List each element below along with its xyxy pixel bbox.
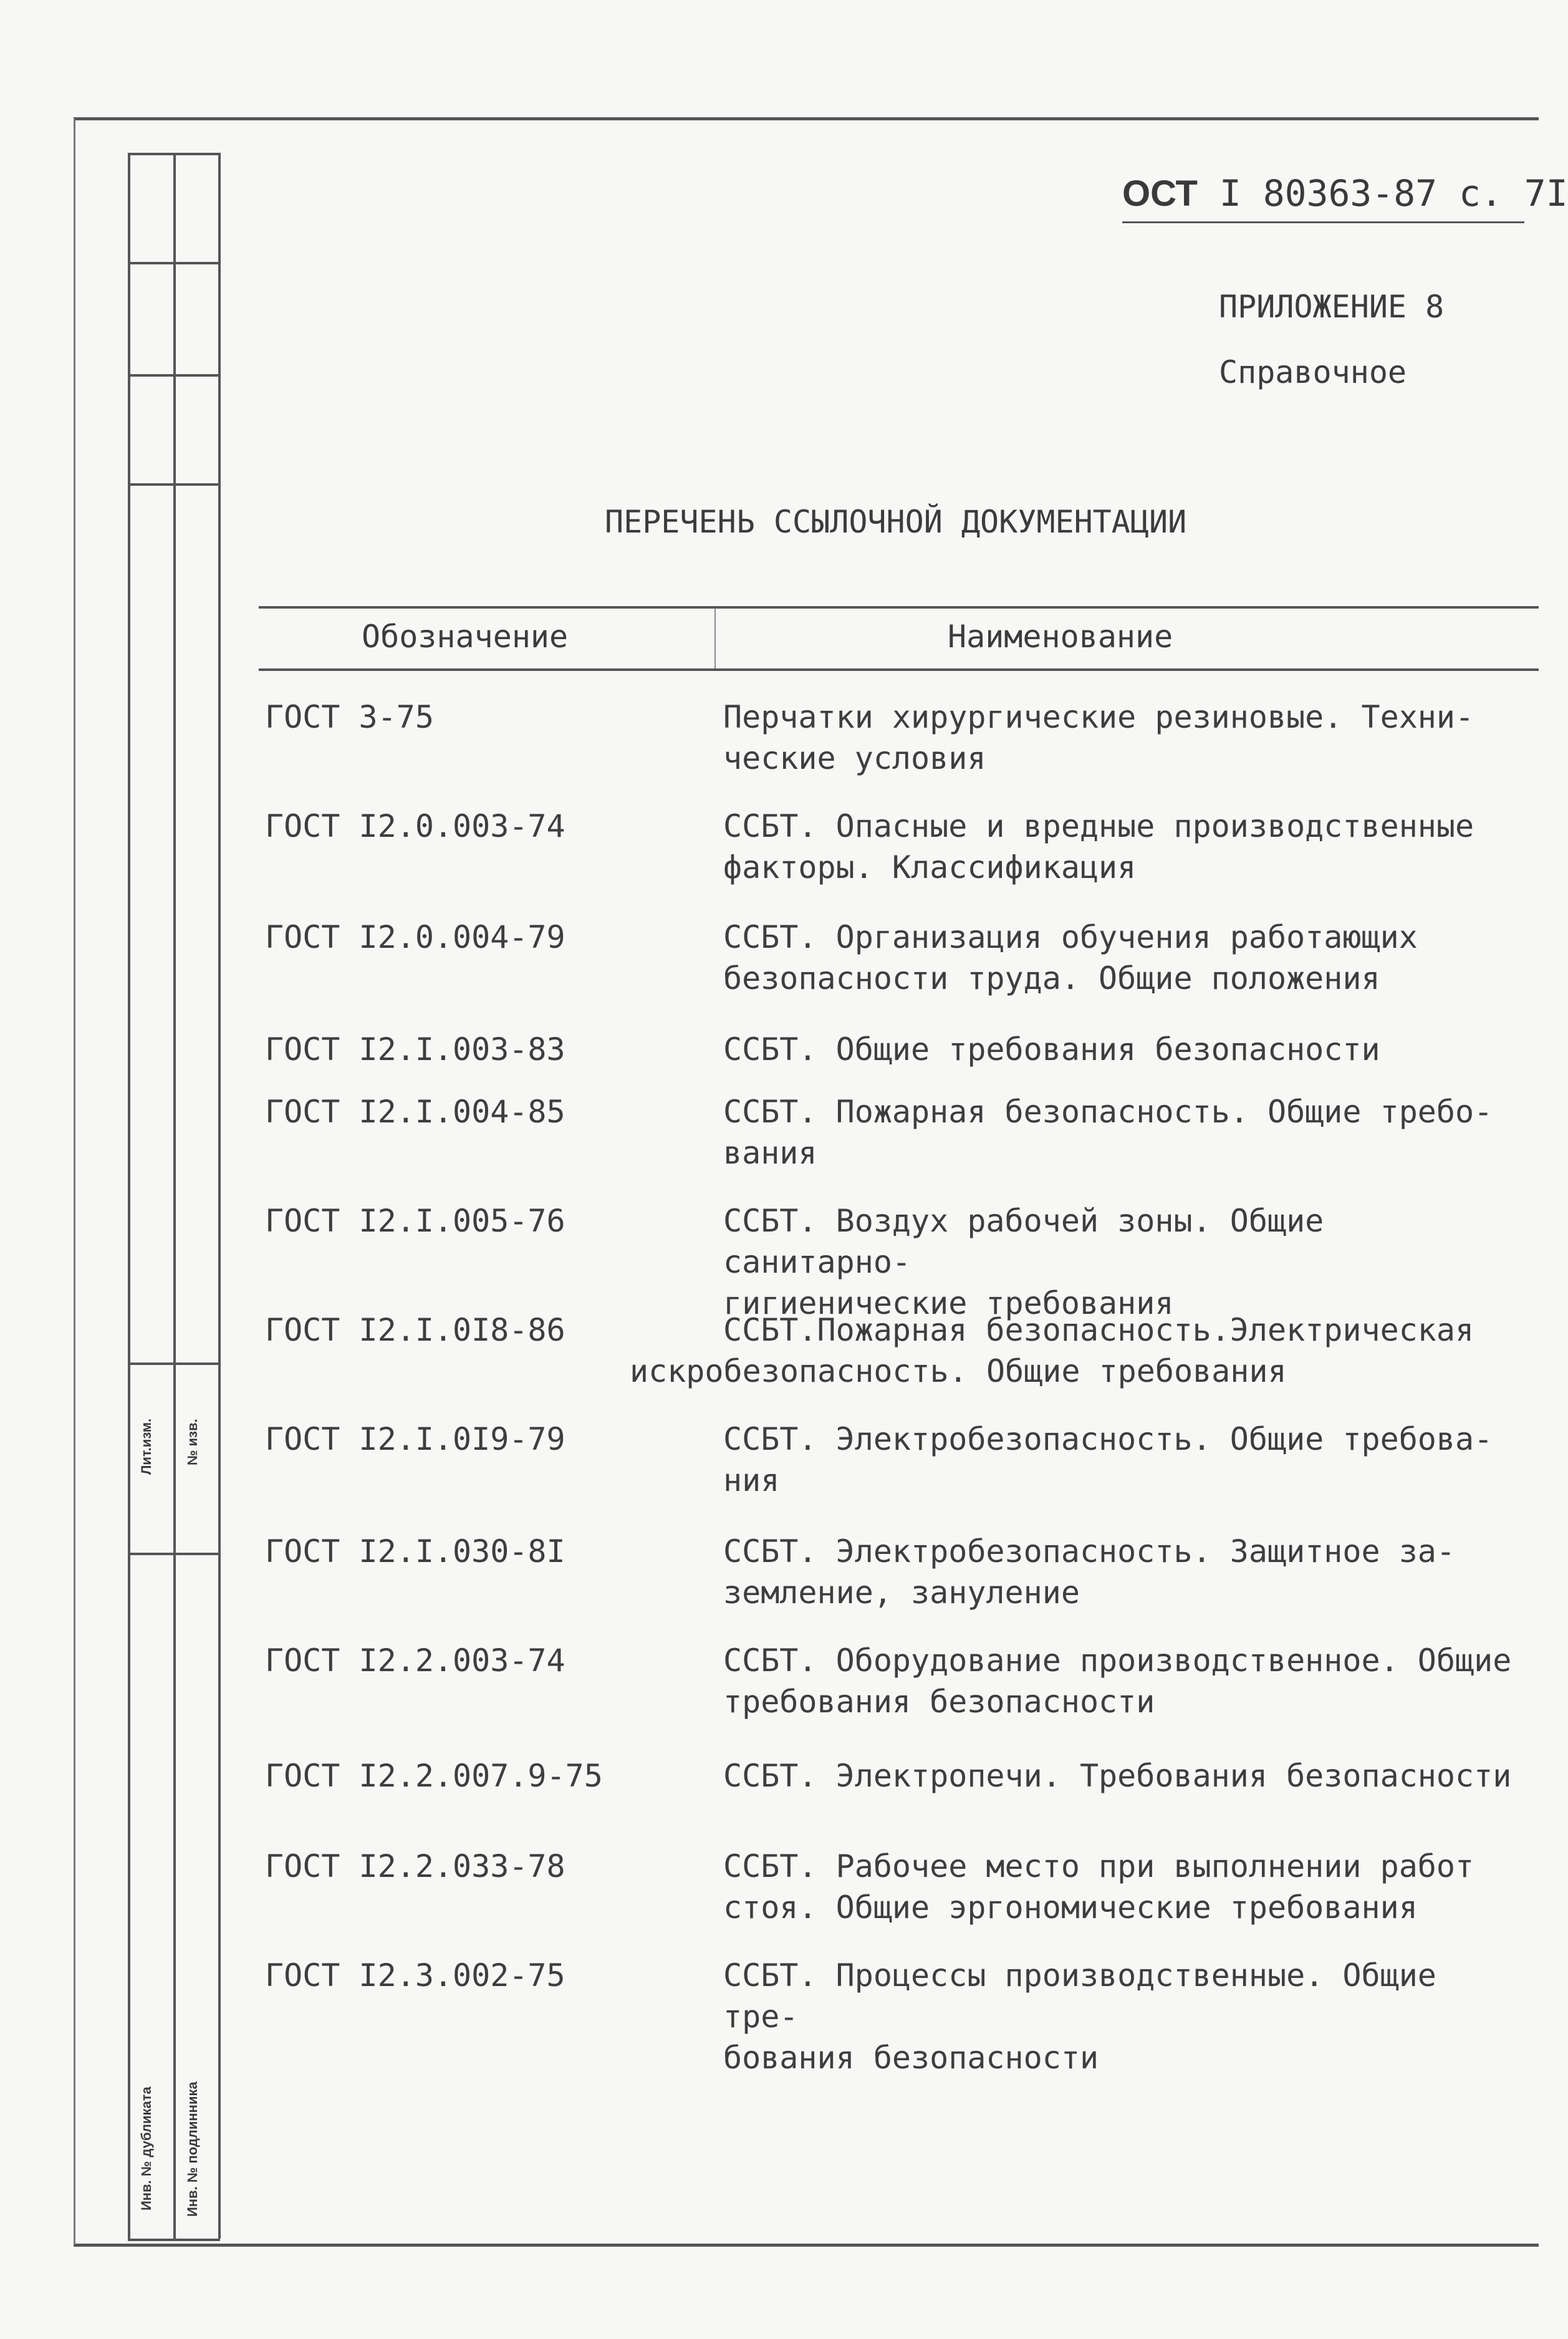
top-border-line [74, 117, 1539, 120]
stamp-column-line-1 [128, 153, 130, 2239]
row-6-name [723, 1200, 1527, 1324]
row-7-designation: ГОСТ I2.I.0I8-86 [265, 1312, 565, 1348]
row-6-name-line-2: гигиенические требования [723, 1285, 1174, 1321]
document-code-header [1122, 168, 1568, 219]
row-6-designation: ГОСТ I2.I.005-76 [265, 1203, 565, 1239]
row-5-name-line-1: ССБТ. Пожарная безопасность. Общие требо- [723, 1094, 1493, 1130]
page-number: 7I [1524, 172, 1568, 215]
row-10-designation: ГОСТ I2.2.003-74 [265, 1642, 565, 1679]
row-2-name-line-2: факторы. Классификация [723, 849, 1137, 885]
row-1-name-line-1: Перчатки хирургические резиновые. Техни- [723, 699, 1474, 735]
table-header-name: Наименование [948, 619, 1173, 655]
row-12-name-line-1: ССБТ. Рабочее место при выполнении работ [723, 1848, 1474, 1884]
row-12-designation: ГОСТ I2.2.033-78 [265, 1848, 565, 1884]
row-1-name-line-2: ческие условия [723, 740, 986, 776]
row-12-name [723, 1846, 1527, 1928]
row-6-name-line-1: ССБТ. Воздух рабочей зоны. Общие санитарно- [723, 1203, 1324, 1280]
row-13-designation: ГОСТ I2.3.002-75 [265, 1957, 565, 1994]
stamp-row-line-2 [128, 374, 220, 377]
row-10-name-line-1: ССБТ. Оборудование производственное. Общие [723, 1642, 1512, 1679]
row-3-name [723, 917, 1527, 999]
row-5-name-line-2: вания [723, 1135, 817, 1171]
stamp-bottom-line [128, 2239, 220, 2241]
table-header-divider [714, 608, 716, 668]
row-8-name-line-1: ССБТ. Электробезопасность. Общие требова- [723, 1421, 1493, 1457]
row-9-designation: ГОСТ I2.I.030-8I [265, 1533, 565, 1570]
table-header-designation: Обозначение [362, 619, 569, 655]
row-12-name-line-2: стоя. Общие эргономические требования [723, 1889, 1418, 1926]
row-11-designation: ГОСТ I2.2.007.9-75 [265, 1758, 603, 1794]
row-5-name [723, 1091, 1527, 1174]
row-13-name-line-1: ССБТ. Процессы производственные. Общие тре- [723, 1957, 1436, 2035]
document-title: ПЕРЕЧЕНЬ ССЫЛОЧНОЙ ДОКУМЕНТАЦИИ [605, 504, 1187, 540]
row-2-name-line-1: ССБТ. Опасные и вредные производственные [723, 808, 1474, 844]
row-9-name-line-1: ССБТ. Электробезопасность. Защитное за- [723, 1533, 1455, 1570]
stamp-row-line-1 [128, 262, 220, 264]
appendix-title: ПРИЛОЖЕНИЕ 8 [1219, 289, 1445, 325]
ost-prefix: ОСТ [1122, 173, 1198, 214]
appendix-subtitle: Справочное [1219, 354, 1407, 390]
side-label-lit-izm: Лит.изм. [138, 1418, 154, 1475]
row-3-name-line-1: ССБТ. Организация обучения работающих [723, 919, 1418, 955]
header-underline [1122, 221, 1524, 223]
stamp-column-line-3 [218, 153, 221, 2239]
ost-number: I 80363-87 с. [1219, 172, 1503, 215]
row-4-name [723, 1029, 1527, 1070]
row-5-designation: ГОСТ I2.I.004-85 [265, 1094, 565, 1130]
page-left-edge [74, 118, 75, 2245]
row-13-name [723, 1955, 1527, 2078]
row-3-name-line-2: безопасности труда. Общие положения [723, 960, 1380, 996]
stamp-row-line-4 [128, 1362, 220, 1365]
stamp-row-line-3 [128, 483, 220, 486]
row-11-name [723, 1755, 1527, 1796]
row-4-designation: ГОСТ I2.I.003-83 [265, 1031, 565, 1068]
row-13-name-line-2: бования безопасности [723, 2040, 1099, 2076]
bottom-border-line [74, 2244, 1539, 2247]
row-8-designation: ГОСТ I2.I.0I9-79 [265, 1421, 565, 1457]
row-3-designation: ГОСТ I2.0.004-79 [265, 919, 565, 955]
row-10-name-line-2: требования безопасности [723, 1684, 1155, 1720]
row-7-name-line-1: ССБТ.Пожарная безопасность.Электрическая [723, 1312, 1474, 1348]
row-2-designation: ГОСТ I2.0.003-74 [265, 808, 565, 844]
row-9-name-line-2: земление, зануление [723, 1575, 1080, 1611]
row-1-designation: ГОСТ 3-75 [265, 699, 434, 735]
row-8-name [723, 1419, 1527, 1501]
side-label-inv-dublikata: Инв. № дубликата [138, 2086, 154, 2211]
row-1-name [723, 697, 1527, 779]
row-10-name [723, 1640, 1527, 1722]
row-7-name-line-2: искробезопасность. Общие требования [630, 1353, 1287, 1389]
row-8-name-line-2: ния [723, 1462, 780, 1498]
row-2-name [723, 806, 1527, 888]
side-label-inv-podlinnika: Инв. № подлинника [185, 2081, 200, 2217]
row-4-name-line-1: ССБТ. Общие требования безопасности [723, 1031, 1380, 1068]
row-9-name [723, 1531, 1527, 1613]
side-label-no-izv: № изв. [185, 1419, 200, 1465]
stamp-top-line [128, 153, 220, 155]
row-11-name-line-1: ССБТ. Электропечи. Требования безопасности [723, 1758, 1512, 1794]
stamp-column-line-2 [173, 153, 176, 2239]
stamp-row-line-5 [128, 1553, 220, 1555]
table-header-top-line [259, 606, 1539, 609]
row-7-name [630, 1309, 1527, 1392]
table-header-bottom-line [259, 668, 1539, 671]
